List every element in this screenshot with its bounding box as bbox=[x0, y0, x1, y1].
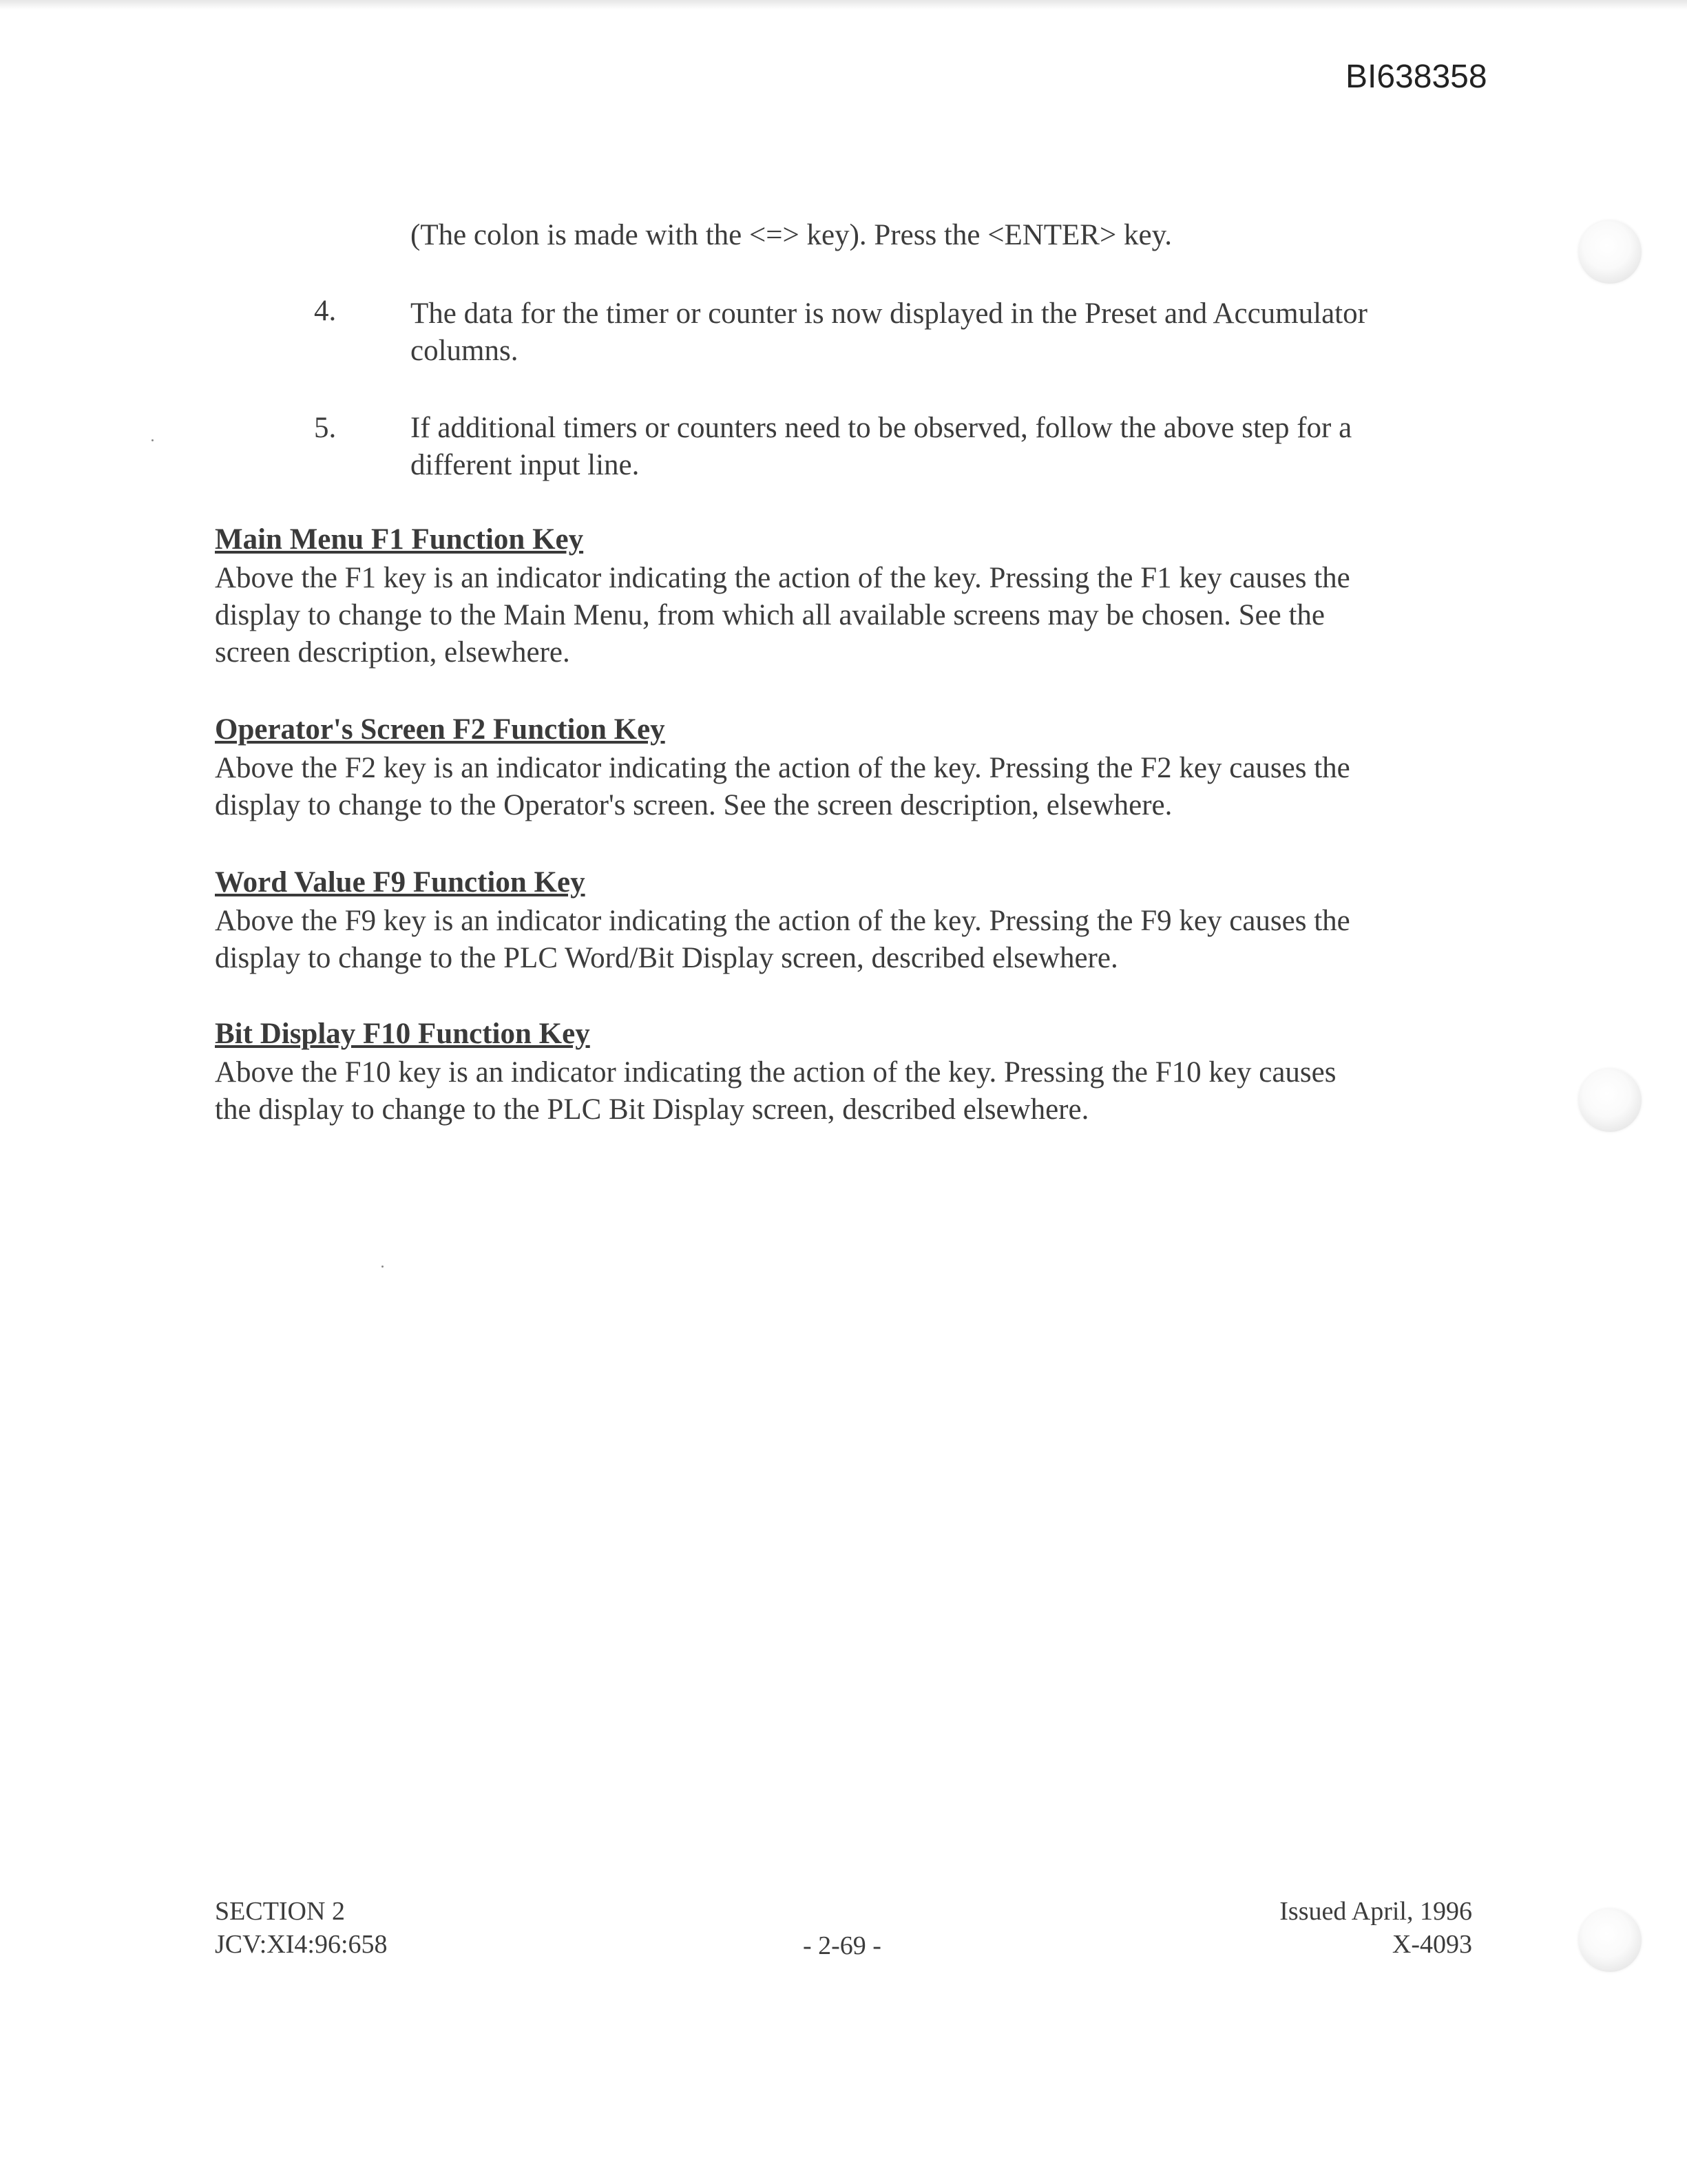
punch-hole-middle bbox=[1578, 1069, 1642, 1132]
punch-hole-top bbox=[1578, 220, 1642, 284]
step-text-line: If additional timers or counters need to be observed, follow the above step for a bbox=[410, 412, 1352, 444]
section-text-line: Above the F1 key is an indicator indicating the action of the key. Pressing the F1 key causes the bbox=[215, 562, 1350, 594]
step-number: 4. bbox=[314, 295, 337, 327]
punch-hole-bottom bbox=[1578, 1909, 1642, 1972]
document-id-stamp: BI638358 bbox=[1345, 59, 1487, 95]
section-text-line: the display to change to the PLC Bit Display screen, described elsewhere. bbox=[215, 1093, 1089, 1126]
step-text-line: The data for the timer or counter is now displayed in the Preset and Accumulator bbox=[410, 297, 1368, 330]
section-text-line: Above the F9 key is an indicator indicating the action of the key. Pressing the F9 key causes the bbox=[215, 905, 1350, 937]
step-continuation: (The colon is made with the <=> key). Press the <ENTER> key. bbox=[410, 219, 1173, 251]
section-text-line: Above the F2 key is an indicator indicating the action of the key. Pressing the F2 key causes the bbox=[215, 752, 1350, 784]
section-text-line: screen description, elsewhere. bbox=[215, 636, 570, 669]
section-heading-f9: Word Value F9 Function Key bbox=[215, 866, 585, 899]
step-number: 5. bbox=[314, 412, 337, 444]
footer-page-number: - 2-69 - bbox=[803, 1931, 881, 1960]
section-text-line: display to change to the PLC Word/Bit Display screen, described elsewhere. bbox=[215, 942, 1118, 974]
step-text-line: columns. bbox=[410, 335, 518, 367]
scan-speck bbox=[151, 439, 154, 441]
section-heading-f2: Operator's Screen F2 Function Key bbox=[215, 713, 665, 746]
footer-issued-date: Issued April, 1996 bbox=[1279, 1897, 1472, 1926]
footer-section: SECTION 2 bbox=[215, 1897, 345, 1926]
section-text-line: display to change to the Operator's screen. See the screen description, elsewhere. bbox=[215, 789, 1173, 821]
section-text-line: Above the F10 key is an indicator indicating the action of the key. Pressing the F10 key causes bbox=[215, 1056, 1337, 1089]
footer-code: JCV:XI4:96:658 bbox=[215, 1930, 388, 1959]
footer-doc-number: X-4093 bbox=[1392, 1930, 1472, 1959]
section-heading-f10: Bit Display F10 Function Key bbox=[215, 1018, 590, 1050]
section-heading-f1: Main Menu F1 Function Key bbox=[215, 523, 584, 556]
step-text-line: different input line. bbox=[410, 449, 640, 481]
section-text-line: display to change to the Main Menu, from which all available screens may be chosen. See the bbox=[215, 599, 1325, 631]
scan-speck bbox=[381, 1266, 384, 1268]
scan-edge bbox=[0, 0, 1687, 10]
